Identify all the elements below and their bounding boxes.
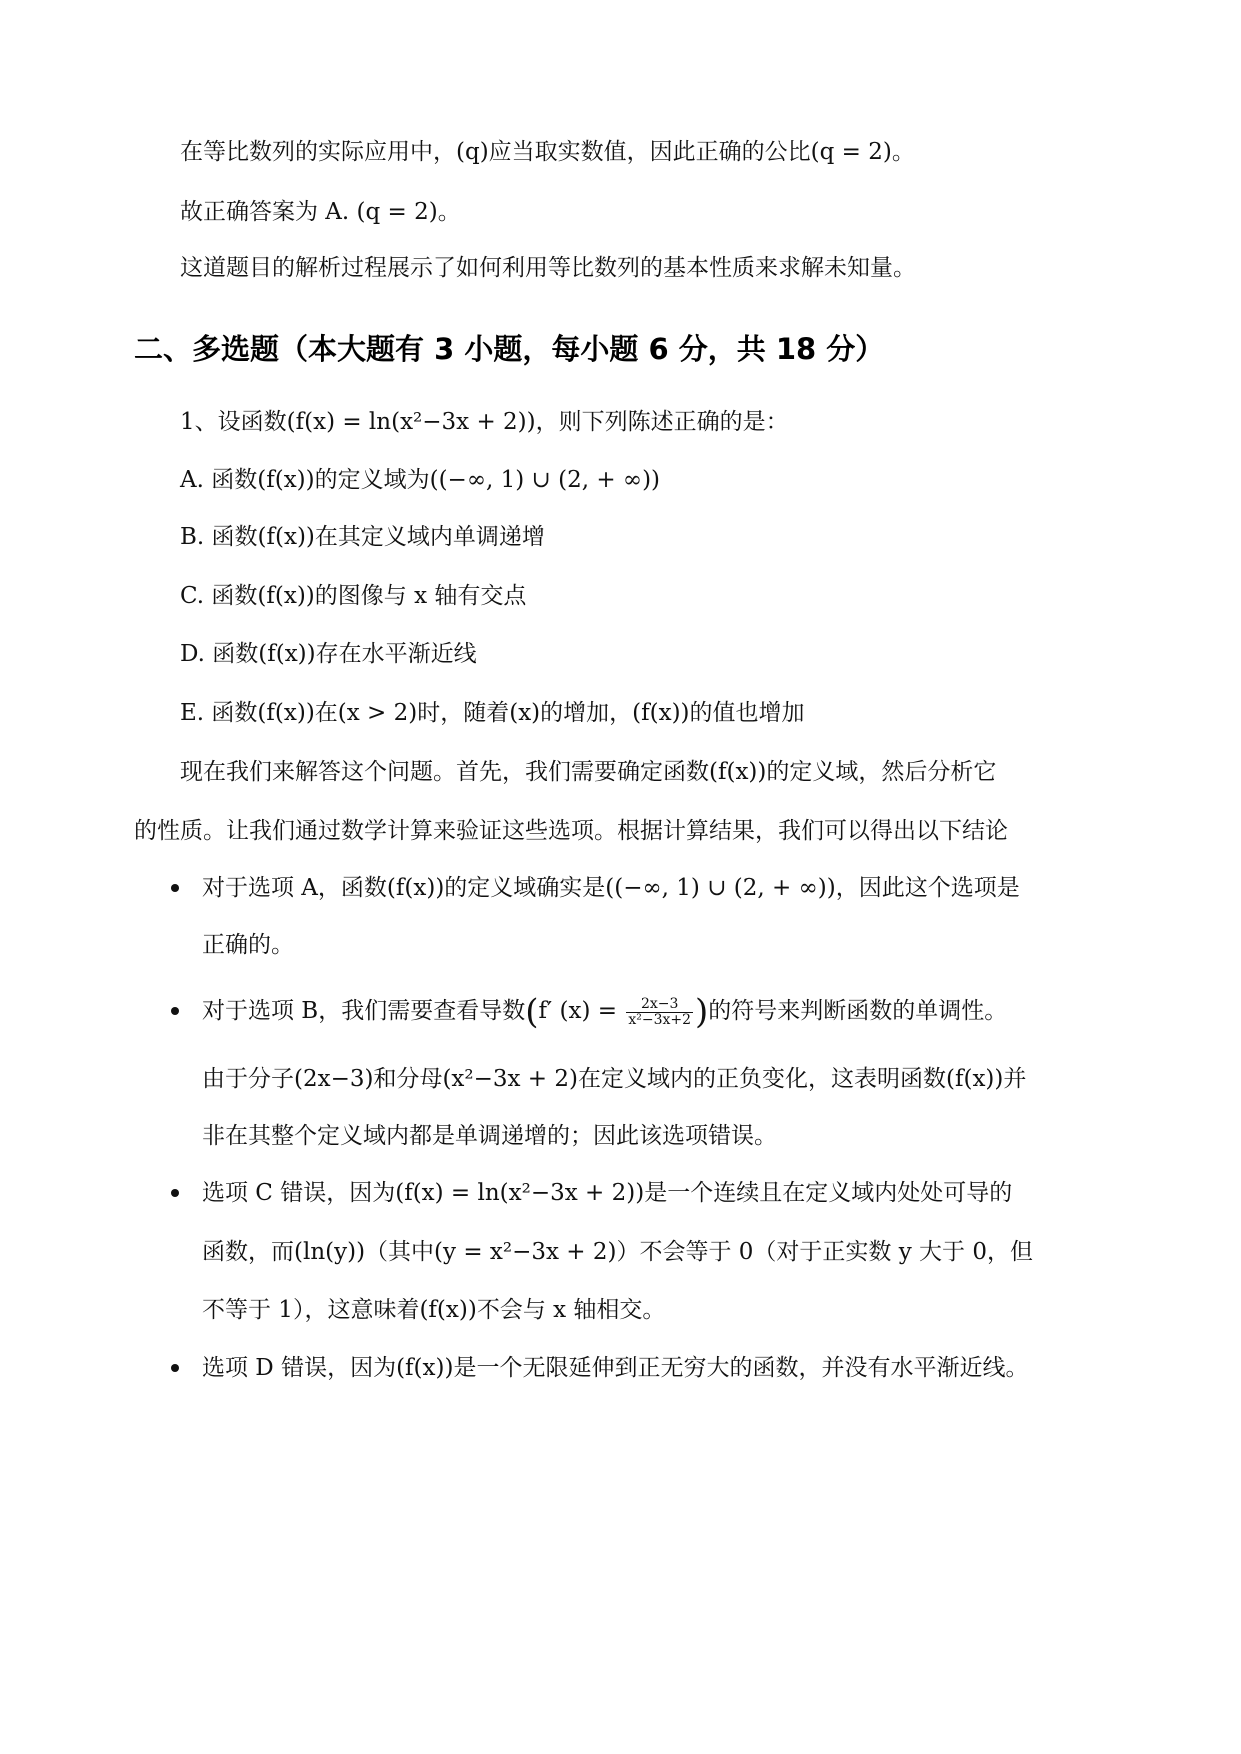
bullet-c-text: 不等于 1），这意味着(f(x))不会与 x 轴相交。 — [202, 1297, 666, 1323]
analysis-paragraph: 的性质。让我们通过数学计算来验证这些选项。根据计算结果，我们可以得出以下结论 — [134, 818, 1008, 844]
bullet-b-text — [202, 992, 1008, 1032]
bullet-b-text: 由于分子(2x−3)和分母(x²−3x + 2)在定义域内的正负变化，这表明函数(f(x))并 — [202, 1066, 1027, 1092]
bullet-marker — [171, 1007, 179, 1015]
bullet-a-text: 对于选项 A，函数(f(x))的定义域确实是((−∞, 1) ∪ (2, + ∞))，因此这个选项是 — [202, 875, 1020, 901]
bullet-marker — [171, 1189, 179, 1197]
bullet-c-text: 函数，而(ln(y))（其中(y = x²−3x + 2)）不会等于 0（对于正实数 y 大于 0，但 — [202, 1239, 1033, 1265]
bullet-b-text: 非在其整个定义域内都是单调递增的；因此该选项错误。 — [202, 1123, 777, 1149]
bullet-d-text: 选项 D 错误，因为(f(x))是一个无限延伸到正无穷大的函数，并没有水平渐近线。 — [202, 1355, 1029, 1381]
bullet-b-text-part: 的符号来判断函数的单调性。 — [708, 998, 1008, 1024]
bullet-b-text-part: 对于选项 B，我们需要查看导数 — [202, 998, 526, 1024]
paren: ) — [695, 992, 709, 1032]
fraction-numerator: 2x−3 — [626, 997, 693, 1013]
bullet-marker — [171, 1364, 179, 1372]
paren: ( — [525, 992, 539, 1032]
section-heading: 二、多选题（本大题有 3 小题，每小题 6 分，共 18 分） — [134, 332, 885, 366]
bullet-marker — [171, 884, 179, 892]
option-b: B. 函数(f(x))在其定义域内单调递增 — [180, 524, 545, 550]
text-line: 在等比数列的实际应用中，(q)应当取实数值，因此正确的公比(q = 2)。 — [180, 139, 915, 165]
fraction-denominator: x²−3x+2 — [628, 1011, 692, 1028]
bullet-a-text: 正确的。 — [202, 932, 294, 958]
derivative-lhs: f′ (x) = — [538, 998, 625, 1024]
option-c: C. 函数(f(x))的图像与 x 轴有交点 — [180, 583, 527, 609]
derivative-fraction — [626, 997, 693, 1028]
option-d: D. 函数(f(x))存在水平渐近线 — [180, 641, 477, 667]
bullet-c-text: 选项 C 错误，因为(f(x) = ln(x²−3x + 2))是一个连续且在定义域内处处可导的 — [202, 1180, 1013, 1206]
question-stem: 1、设函数(f(x) = ln(x²−3x + 2))，则下列陈述正确的是： — [180, 409, 789, 435]
text-line: 故正确答案为 A. (q = 2)。 — [180, 199, 461, 225]
option-e: E. 函数(f(x))在(x > 2)时，随着(x)的增加，(f(x))的值也增加 — [180, 700, 805, 726]
text-line: 这道题目的解析过程展示了如何利用等比数列的基本性质来求解未知量。 — [180, 255, 916, 281]
option-a: A. 函数(f(x))的定义域为((−∞, 1) ∪ (2, + ∞)) — [180, 467, 661, 493]
analysis-paragraph: 现在我们来解答这个问题。首先，我们需要确定函数(f(x))的定义域，然后分析它 — [180, 759, 997, 785]
